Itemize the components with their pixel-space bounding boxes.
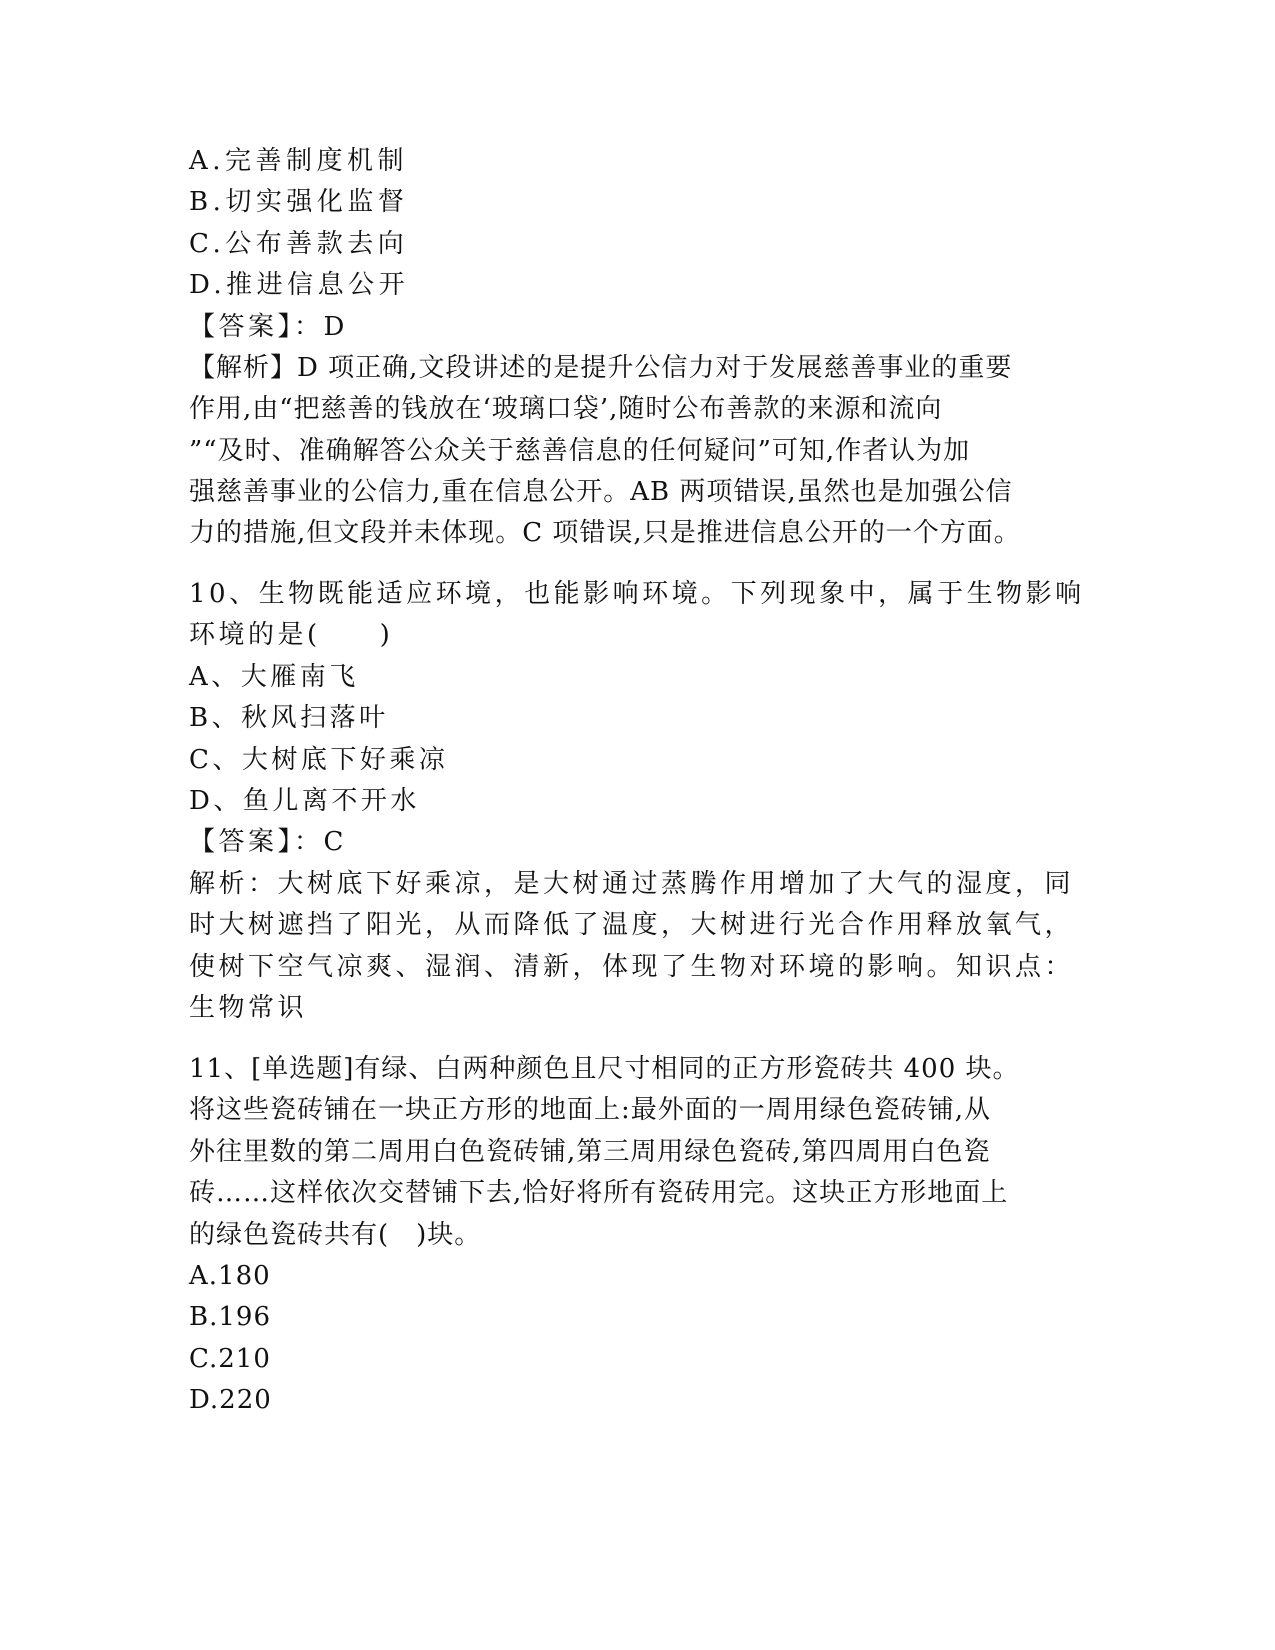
q11-option-d: D.220 xyxy=(189,1385,272,1415)
q9-explanation-line: ”“及时、准确解答公众关于慈善信息的任何疑问”可知,作者认为加 xyxy=(189,436,971,466)
q10-option-b: B、秋风扫落叶 xyxy=(189,703,389,733)
q10-explanation-line: 使树下空气凉爽、湿润、清新，体现了生物对环境的影响。知识点： xyxy=(189,952,1075,982)
q9-option-c: C.公布善款去向 xyxy=(189,229,409,259)
q10-answer: 【答案】：C xyxy=(189,827,347,857)
q11-question-line: 将这些瓷砖铺在一块正方形的地面上:最外面的一周用绿色瓷砖铺,从 xyxy=(189,1095,992,1125)
q11-question-line: 的绿色瓷砖共有( )块。 xyxy=(189,1220,482,1250)
q9-explanation-line: 【解析】D 项正确,文段讲述的是提升公信力对于发展慈善事业的重要 xyxy=(189,353,1013,383)
q11-option-c: C.210 xyxy=(189,1344,271,1374)
q11-option-a: A.180 xyxy=(189,1261,271,1291)
q11-question-line: 11、[单选题]有绿、白两种颜色且尺寸相同的正方形瓷砖共 400 块。 xyxy=(189,1054,1020,1084)
q9-option-d: D.推进信息公开 xyxy=(189,270,410,300)
q10-explanation-line: 时大树遮挡了阳光，从而降低了温度，大树进行光合作用释放氧气， xyxy=(189,910,1075,940)
q10-explanation-line: 解析：大树底下好乘凉，是大树通过蒸腾作用增加了大气的湿度，同 xyxy=(189,869,1075,899)
q10-option-d: D、鱼儿离不开水 xyxy=(189,786,420,816)
q11-question-line: 砖……这样依次交替铺下去,恰好将所有瓷砖用完。这块正方形地面上 xyxy=(189,1178,1009,1208)
q10-explanation-line: 生物常识 xyxy=(189,993,308,1023)
q10-question-line: 环境的是( ) xyxy=(189,620,394,650)
q9-explanation-line: 作用,由“把慈善的钱放在‘玻璃口袋’,随时公布善款的来源和流向 xyxy=(189,394,943,424)
q9-answer: 【答案】：D xyxy=(189,312,348,342)
q10-option-a: A、大雁南飞 xyxy=(189,662,359,692)
q9-explanation-line: 强慈善事业的公信力,重在信息公开。AB 两项错误,虽然也是加强公信 xyxy=(189,477,1013,507)
q9-explanation-line: 力的措施,但文段并未体现。C 项错误,只是推进信息公开的一个方面。 xyxy=(189,518,1021,548)
q9-option-a: A.完善制度机制 xyxy=(189,146,409,176)
q11-question-line: 外往里数的第二周用白色瓷砖铺,第三周用绿色瓷砖,第四周用白色瓷 xyxy=(189,1137,991,1167)
q11-option-b: B.196 xyxy=(189,1302,271,1332)
q10-option-c: C、大树底下好乘凉 xyxy=(189,745,449,775)
q9-option-b: B.切实强化监督 xyxy=(189,187,409,217)
q10-question-line: 10、生物既能适应环境，也能影响环境。下列现象中，属于生物影响 xyxy=(189,579,1085,609)
